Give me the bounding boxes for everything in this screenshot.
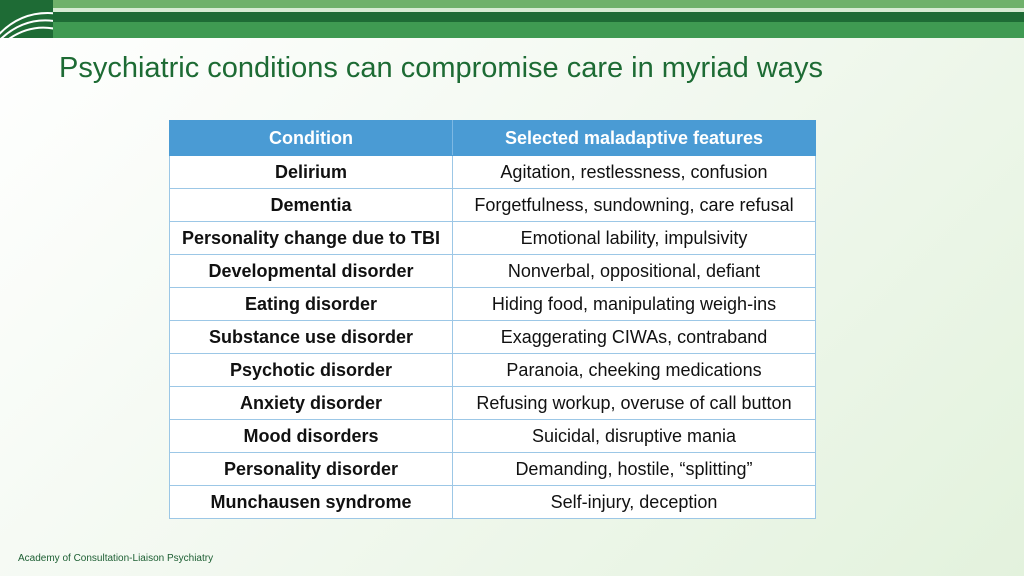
features-cell: Self-injury, deception (453, 486, 816, 519)
features-cell: Agitation, restlessness, confusion (453, 156, 816, 189)
table-row (170, 354, 816, 387)
condition-cell: Munchausen syndrome (170, 486, 453, 519)
banner-stripe-light (53, 0, 1024, 8)
table-row (170, 222, 816, 255)
features-cell: Forgetfulness, sundowning, care refusal (453, 189, 816, 222)
table-header-row (170, 121, 816, 156)
features-cell: Nonverbal, oppositional, defiant (453, 255, 816, 288)
top-banner (0, 0, 1024, 38)
condition-cell: Mood disorders (170, 420, 453, 453)
features-cell: Hiding food, manipulating weigh-ins (453, 288, 816, 321)
table-row (170, 288, 816, 321)
condition-cell: Anxiety disorder (170, 387, 453, 420)
features-cell: Exaggerating CIWAs, contraband (453, 321, 816, 354)
table-row (170, 156, 816, 189)
slide-title: Psychiatric conditions can compromise care in myriad ways (59, 52, 823, 84)
table-row (170, 453, 816, 486)
condition-cell: Eating disorder (170, 288, 453, 321)
condition-cell: Psychotic disorder (170, 354, 453, 387)
banner-stripe-mid (53, 22, 1024, 38)
footer-organization: Academy of Consultation-Liaison Psychiatry (18, 553, 214, 564)
features-cell: Suicidal, disruptive mania (453, 420, 816, 453)
table-row (170, 321, 816, 354)
table-row (170, 486, 816, 519)
table-row (170, 255, 816, 288)
features-cell: Demanding, hostile, “splitting” (453, 453, 816, 486)
header-features: Selected maladaptive features (453, 121, 816, 156)
table-row (170, 420, 816, 453)
condition-cell: Personality change due to TBI (170, 222, 453, 255)
condition-cell: Substance use disorder (170, 321, 453, 354)
conditions-table (169, 120, 816, 519)
banner-stripe-dark (53, 12, 1024, 22)
header-condition: Condition (170, 121, 453, 156)
condition-cell: Personality disorder (170, 453, 453, 486)
table-row (170, 387, 816, 420)
condition-cell: Dementia (170, 189, 453, 222)
condition-cell: Developmental disorder (170, 255, 453, 288)
table-row (170, 189, 816, 222)
features-cell: Emotional lability, impulsivity (453, 222, 816, 255)
features-cell: Paranoia, cheeking medications (453, 354, 816, 387)
arc-logo-icon (0, 0, 53, 38)
features-cell: Refusing workup, overuse of call button (453, 387, 816, 420)
condition-cell: Delirium (170, 156, 453, 189)
